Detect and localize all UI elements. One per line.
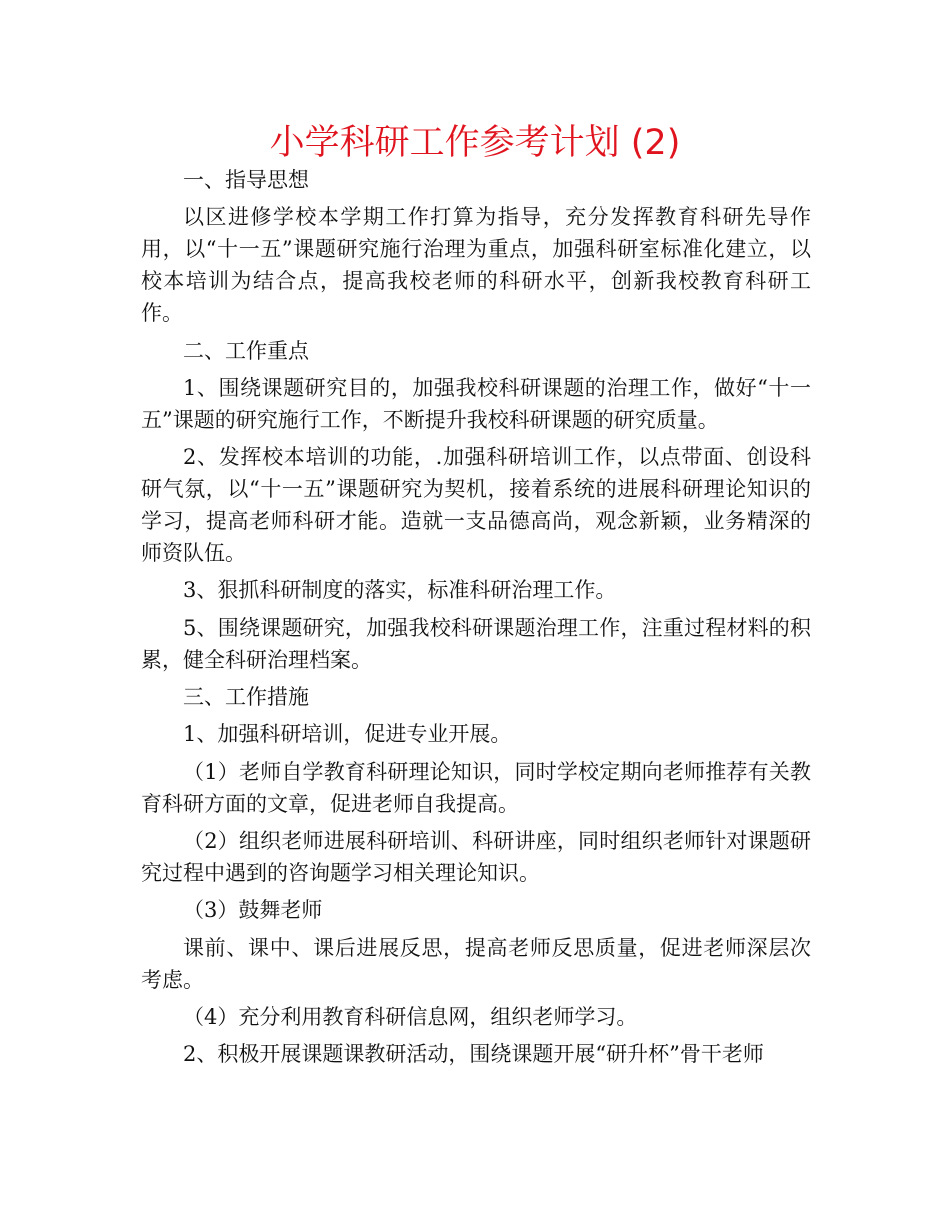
paragraph: 3、狠抓科研制度的落实，标准科研治理工作。	[183, 578, 617, 603]
paragraph: （1）老师自学教育科研理论知识，同时学校定期向老师推荐有关教育科研方面的文章，促进老师自我提高。	[141, 759, 811, 816]
paragraph: 1、加强科研培训，促进专业开展。	[183, 722, 512, 747]
paragraph: 5、围绕课题研究，加强我校科研课题治理工作，注重过程材料的积累，健全科研治理档案。	[141, 615, 811, 672]
paragraph: 2、发挥校本培训的功能，.加强科研培训工作，以点带面、创设科研气氛，以“十一五”课题研究为契机，接着系统的进展科研理论知识的学习，提高老师科研才能。造就一支品德高尚，观念新颖，业务精深的师资队伍。	[141, 445, 811, 566]
paragraph: （3）鼓舞老师	[183, 898, 323, 923]
document-body	[141, 164, 811, 1075]
heading-work-measures: 三、工作措施	[183, 685, 309, 710]
paragraph: （2）组织老师进展科研培训、科研讲座，同时组织老师针对课题研究过程中遇到的咨询题学习相关理论知识。	[141, 828, 811, 885]
paragraph: 课前、课中、课后进展反思，提高老师反思质量，促进老师深层次考虑。	[141, 935, 811, 992]
paragraph: （4）充分利用教育科研信息网，组织老师学习。	[183, 1004, 638, 1029]
heading-work-focus: 二、工作重点	[183, 338, 309, 363]
paragraph: 1、围绕课题研究目的，加强我校科研课题的治理工作，做好“十一五”课题的研究施行工作，不断提升我校科研课题的研究质量。	[141, 375, 811, 432]
heading-guiding-ideology: 一、指导思想	[183, 168, 309, 192]
paragraph: 以区进修学校本学期工作打算为指导，充分发挥教育科研先导作用，以“十一五”课题研究施行治理为重点，加强科研室标准化建立，以校本培训为结合点，提高我校老师的科研水平，创新我校教育科研工作。	[141, 205, 811, 326]
paragraph: 2、积极开展课题课教研活动，围绕课题开展“研升杯”骨干老师	[183, 1042, 764, 1067]
document-title: 小学科研工作参考计划 (2)	[269, 123, 681, 163]
